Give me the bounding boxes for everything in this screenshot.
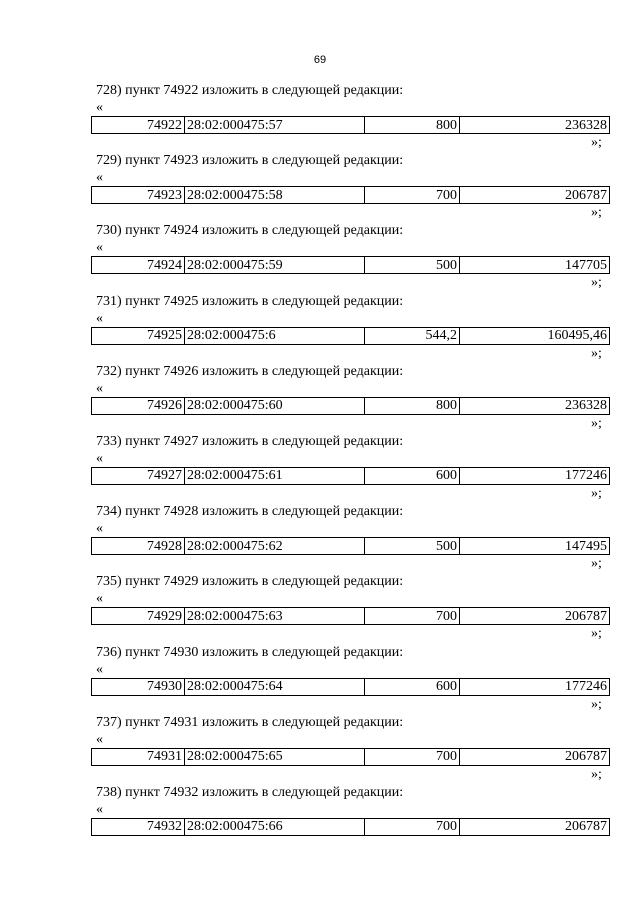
amendment-table xyxy=(91,116,610,134)
amendment-entry xyxy=(0,504,640,574)
amendment-heading: 731) пункт 74925 изложить в следующей редакции: xyxy=(96,293,404,309)
closing-quote: »; xyxy=(591,345,602,361)
opening-quote: « xyxy=(96,240,103,256)
cadastral-cost-cell: 160495,46 xyxy=(460,327,610,344)
cadastral-number-cell: 28:02:000475:61 xyxy=(185,467,365,484)
table-row xyxy=(92,117,610,134)
cadastral-number-cell: 28:02:000475:60 xyxy=(185,397,365,414)
table-row xyxy=(92,538,610,555)
table-row xyxy=(92,257,610,274)
item-number-cell: 74928 xyxy=(92,538,185,555)
amendment-heading: 735) пункт 74929 изложить в следующей редакции: xyxy=(96,574,404,590)
amendment-entry xyxy=(0,153,640,223)
closing-quote: »; xyxy=(591,415,602,431)
table-row xyxy=(92,467,610,484)
cadastral-cost-cell: 147495 xyxy=(460,538,610,555)
opening-quote: « xyxy=(96,450,103,466)
cadastral-number-cell: 28:02:000475:65 xyxy=(185,748,365,765)
cadastral-cost-cell: 236328 xyxy=(460,397,610,414)
amendment-entry xyxy=(0,294,640,364)
table-row xyxy=(92,678,610,695)
closing-quote: »; xyxy=(591,626,602,642)
amendment-table xyxy=(91,818,610,836)
cadastral-number-cell: 28:02:000475:58 xyxy=(185,187,365,204)
cadastral-cost-cell: 236328 xyxy=(460,117,610,134)
area-cell: 500 xyxy=(365,538,460,555)
amendment-table xyxy=(91,327,610,345)
amendment-entry xyxy=(0,785,640,855)
cadastral-cost-cell: 206787 xyxy=(460,608,610,625)
closing-quote: »; xyxy=(591,135,602,150)
amendment-table xyxy=(91,186,610,204)
amendment-heading: 730) пункт 74924 изложить в следующей редакции: xyxy=(96,223,404,239)
item-number-cell: 74931 xyxy=(92,748,185,765)
table-row xyxy=(92,818,610,835)
amendment-heading: 733) пункт 74927 изложить в следующей редакции: xyxy=(96,433,404,449)
table-row xyxy=(92,327,610,344)
cadastral-number-cell: 28:02:000475:66 xyxy=(185,818,365,835)
opening-quote: « xyxy=(96,521,103,537)
item-number-cell: 74922 xyxy=(92,117,185,134)
item-number-cell: 74930 xyxy=(92,678,185,695)
cadastral-number-cell: 28:02:000475:6 xyxy=(185,327,365,344)
opening-quote: « xyxy=(96,380,103,396)
area-cell: 700 xyxy=(365,608,460,625)
item-number-cell: 74932 xyxy=(92,818,185,835)
area-cell: 600 xyxy=(365,678,460,695)
opening-quote: « xyxy=(96,100,103,115)
amendment-entry xyxy=(0,574,640,644)
amendment-heading: 738) пункт 74932 изложить в следующей редакции: xyxy=(96,784,404,800)
amendment-table xyxy=(91,607,610,625)
amendment-entry xyxy=(0,715,640,785)
closing-quote: »; xyxy=(591,485,602,501)
amendment-entry xyxy=(0,223,640,293)
cadastral-cost-cell: 206787 xyxy=(460,818,610,835)
item-number-cell: 74923 xyxy=(92,187,185,204)
area-cell: 544,2 xyxy=(365,327,460,344)
area-cell: 700 xyxy=(365,748,460,765)
amendment-table xyxy=(91,467,610,485)
item-number-cell: 74924 xyxy=(92,257,185,274)
cadastral-cost-cell: 177246 xyxy=(460,678,610,695)
amendment-list xyxy=(0,83,640,855)
table-row xyxy=(92,187,610,204)
item-number-cell: 74926 xyxy=(92,397,185,414)
amendment-entry xyxy=(0,83,640,153)
area-cell: 800 xyxy=(365,397,460,414)
amendment-entry xyxy=(0,434,640,504)
cadastral-number-cell: 28:02:000475:64 xyxy=(185,678,365,695)
closing-quote: »; xyxy=(591,766,602,782)
area-cell: 700 xyxy=(365,818,460,835)
amendment-entry xyxy=(0,645,640,715)
table-row xyxy=(92,748,610,765)
cadastral-cost-cell: 147705 xyxy=(460,257,610,274)
area-cell: 800 xyxy=(365,117,460,134)
amendment-heading: 734) пункт 74928 изложить в следующей редакции: xyxy=(96,504,404,520)
amendment-table xyxy=(91,748,610,766)
table-row xyxy=(92,397,610,414)
opening-quote: « xyxy=(96,661,103,677)
closing-quote: »; xyxy=(591,205,602,221)
cadastral-number-cell: 28:02:000475:57 xyxy=(185,117,365,134)
item-number-cell: 74929 xyxy=(92,608,185,625)
amendment-heading: 737) пункт 74931 изложить в следующей редакции: xyxy=(96,714,404,730)
opening-quote: « xyxy=(96,731,103,747)
closing-quote: »; xyxy=(591,696,602,712)
amendment-heading: 736) пункт 74930 изложить в следующей редакции: xyxy=(96,644,404,660)
amendment-heading: 728) пункт 74922 изложить в следующей редакции: xyxy=(96,83,404,98)
area-cell: 700 xyxy=(365,187,460,204)
amendment-table xyxy=(91,537,610,555)
opening-quote: « xyxy=(96,591,103,607)
amendment-heading: 732) пункт 74926 изложить в следующей редакции: xyxy=(96,363,404,379)
amendment-entry xyxy=(0,364,640,434)
opening-quote: « xyxy=(96,310,103,326)
cadastral-cost-cell: 206787 xyxy=(460,187,610,204)
amendment-table xyxy=(91,256,610,274)
cadastral-number-cell: 28:02:000475:63 xyxy=(185,608,365,625)
opening-quote: « xyxy=(96,801,103,817)
cadastral-number-cell: 28:02:000475:62 xyxy=(185,538,365,555)
item-number-cell: 74925 xyxy=(92,327,185,344)
opening-quote: « xyxy=(96,170,103,186)
amendment-table xyxy=(91,397,610,415)
cadastral-number-cell: 28:02:000475:59 xyxy=(185,257,365,274)
table-row xyxy=(92,608,610,625)
closing-quote: »; xyxy=(591,556,602,572)
amendment-table xyxy=(91,678,610,696)
item-number-cell: 74927 xyxy=(92,467,185,484)
area-cell: 600 xyxy=(365,467,460,484)
area-cell: 500 xyxy=(365,257,460,274)
closing-quote: »; xyxy=(591,275,602,291)
cadastral-cost-cell: 177246 xyxy=(460,467,610,484)
cadastral-cost-cell: 206787 xyxy=(460,748,610,765)
page-number: 69 xyxy=(313,54,327,66)
amendment-heading: 729) пункт 74923 изложить в следующей редакции: xyxy=(96,153,404,169)
